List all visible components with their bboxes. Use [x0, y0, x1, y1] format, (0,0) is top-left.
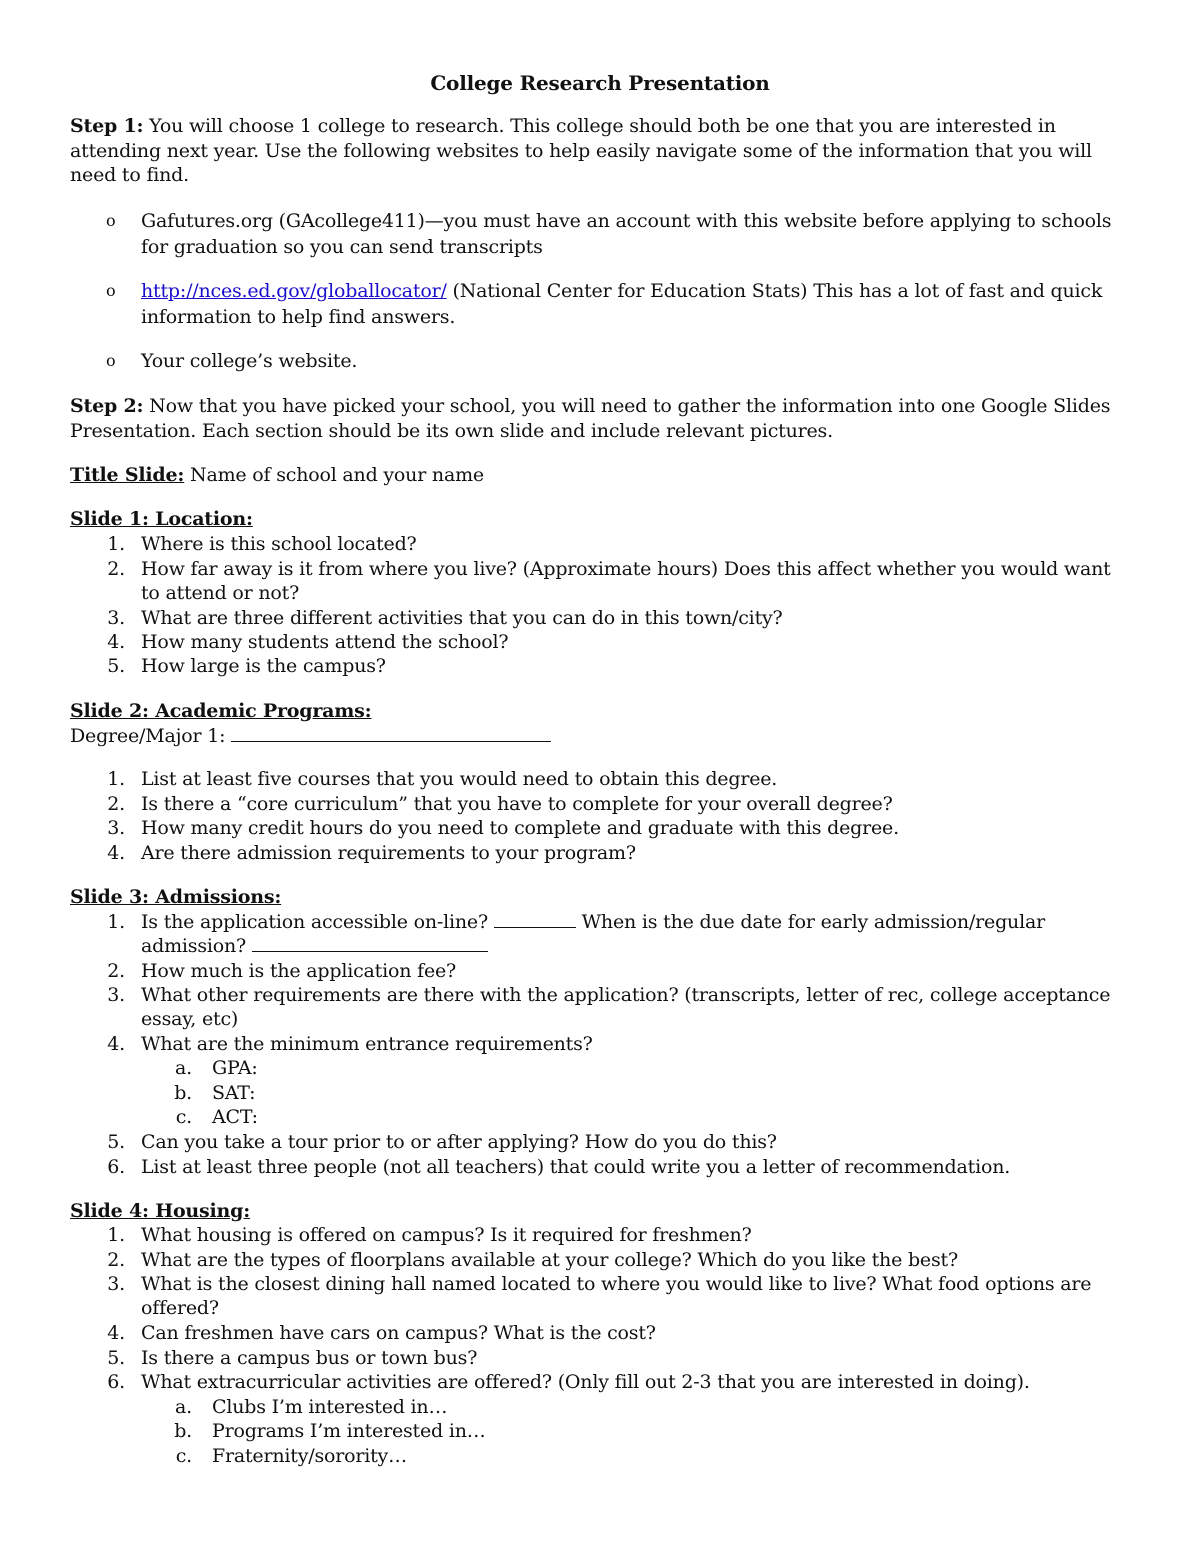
title-slide-label: Title Slide:	[70, 464, 185, 486]
document-title: College Research Presentation	[430, 71, 770, 95]
list-number: 3.	[107, 607, 125, 629]
sub-letter: c.	[175, 1445, 192, 1467]
list-text: What extracurricular activities are offered? (Only fill out 2-3 that you are interested in doing).	[141, 1371, 1030, 1393]
list-text: What are the types of floorplans available at your college? Which do you like the best?	[141, 1249, 958, 1271]
slide2-heading: Slide 2: Academic Programs:	[70, 700, 372, 722]
list-text: How far away is it from where you live? (Approximate hours) Does this affect whether you would want to attend or not?	[141, 558, 1111, 604]
list-number: 1.	[107, 1224, 125, 1246]
step1-paragraph	[70, 114, 1135, 188]
list-text: What are three different activities that you can do in this town/city?	[141, 607, 783, 629]
list-number: 3.	[107, 984, 125, 1006]
due-date-blank[interactable]	[252, 937, 488, 952]
list-text: Can freshmen have cars on campus? What is the cost?	[141, 1322, 656, 1344]
list-text: List at least five courses that you would need to obtain this degree.	[141, 768, 778, 790]
online-blank[interactable]	[494, 913, 576, 928]
sub-text: ACT:	[212, 1106, 258, 1128]
list-number: 4.	[107, 842, 125, 864]
step1-label: Step 1:	[70, 115, 144, 137]
list-number: 6.	[107, 1156, 125, 1178]
degree-blank[interactable]	[231, 727, 551, 742]
list-number: 5.	[107, 655, 125, 677]
list-number: 2.	[107, 793, 125, 815]
list-number: 2.	[107, 1249, 125, 1271]
list-text: How many students attend the school?	[141, 631, 509, 653]
list-text-part: Is the application accessible on-line?	[141, 911, 494, 933]
list-number: 6.	[107, 1371, 125, 1393]
list-text: List at least three people (not all teachers) that could write you a letter of recommendation.	[141, 1156, 1011, 1178]
bullet-mark: o	[106, 211, 116, 230]
list-number: 1.	[107, 911, 125, 933]
step2-label: Step 2:	[70, 395, 144, 417]
sub-letter: b.	[174, 1420, 192, 1442]
bullet-mark: o	[106, 281, 116, 300]
list-number: 2.	[107, 558, 125, 580]
slide4-heading: Slide 4: Housing:	[70, 1200, 251, 1222]
sub-letter: c.	[175, 1106, 192, 1128]
list-text: Is there a campus bus or town bus?	[141, 1347, 478, 1369]
nces-link[interactable]: http://nces.ed.gov/globallocator/	[141, 280, 447, 302]
list-text	[141, 910, 1126, 958]
sub-text: SAT:	[212, 1082, 256, 1104]
step2-paragraph	[70, 394, 1135, 443]
list-number: 5.	[107, 1131, 125, 1153]
step1-text: You will choose 1 college to research. This college should both be one that you are interested in attending next year. Use the following websites to help easily navigate some of the information that you will need to find.	[70, 115, 1092, 186]
sub-text: Fraternity/sorority…	[212, 1445, 407, 1467]
list-number: 3.	[107, 817, 125, 839]
list-text: What other requirements are there with the application? (transcripts, letter of rec, college acceptance essay, etc)	[141, 984, 1111, 1030]
list-number: 4.	[107, 1322, 125, 1344]
list-text: Can you take a tour prior to or after applying? How do you do this?	[141, 1131, 777, 1153]
slide1-heading: Slide 1: Location:	[70, 508, 253, 530]
bullet-text: Gafutures.org (GAcollege411)—you must have an account with this website before applying to schools for graduation so you can send transcripts	[141, 210, 1112, 258]
list-number: 3.	[107, 1273, 125, 1295]
list-text: What housing is offered on campus? Is it required for freshmen?	[141, 1224, 752, 1246]
list-text-part: When is the due date for early admission/regular	[575, 911, 1045, 933]
degree-major-line	[70, 724, 551, 748]
sub-letter: a.	[175, 1057, 192, 1079]
list-number: 2.	[107, 960, 125, 982]
title-slide-line	[70, 463, 484, 487]
list-text: Are there admission requirements to your program?	[141, 842, 636, 864]
list-text: How large is the campus?	[141, 655, 386, 677]
list-text: Where is this school located?	[141, 533, 417, 555]
sub-text: GPA:	[212, 1057, 258, 1079]
bullet-text: Your college’s website.	[141, 350, 358, 372]
bullet-text	[141, 278, 1126, 330]
list-text: How many credit hours do you need to complete and graduate with this degree.	[141, 817, 899, 839]
sub-text: Programs I’m interested in…	[212, 1420, 486, 1442]
list-number: 1.	[107, 533, 125, 555]
bullet-mark: o	[106, 351, 116, 370]
step2-text: Now that you have picked your school, you will need to gather the information into one Google Slides Presentation. Each section should be its own slide and include relevant pictures.	[70, 395, 1111, 442]
list-text: Is there a “core curriculum” that you have to complete for your overall degree?	[141, 793, 893, 815]
list-number: 4.	[107, 631, 125, 653]
sub-text: Clubs I’m interested in…	[212, 1396, 448, 1418]
list-text: What is the closest dining hall named located to where you would like to live? What food options are offered?	[141, 1273, 1092, 1319]
bullet-text-rest: (National Center for Education Stats) This has a lot of fast and quick information to help find answers.	[141, 280, 1103, 328]
list-number: 4.	[107, 1033, 125, 1055]
degree-major-label: Degree/Major 1:	[70, 725, 232, 747]
list-number: 5.	[107, 1347, 125, 1369]
title-slide-text: Name of school and your name	[184, 464, 484, 486]
list-text-part: admission?	[141, 935, 252, 957]
sub-letter: b.	[174, 1082, 192, 1104]
slide3-heading: Slide 3: Admissions:	[70, 886, 282, 908]
list-number: 1.	[107, 768, 125, 790]
list-text: How much is the application fee?	[141, 960, 457, 982]
list-text: What are the minimum entrance requirements?	[141, 1033, 593, 1055]
sub-letter: a.	[175, 1396, 192, 1418]
